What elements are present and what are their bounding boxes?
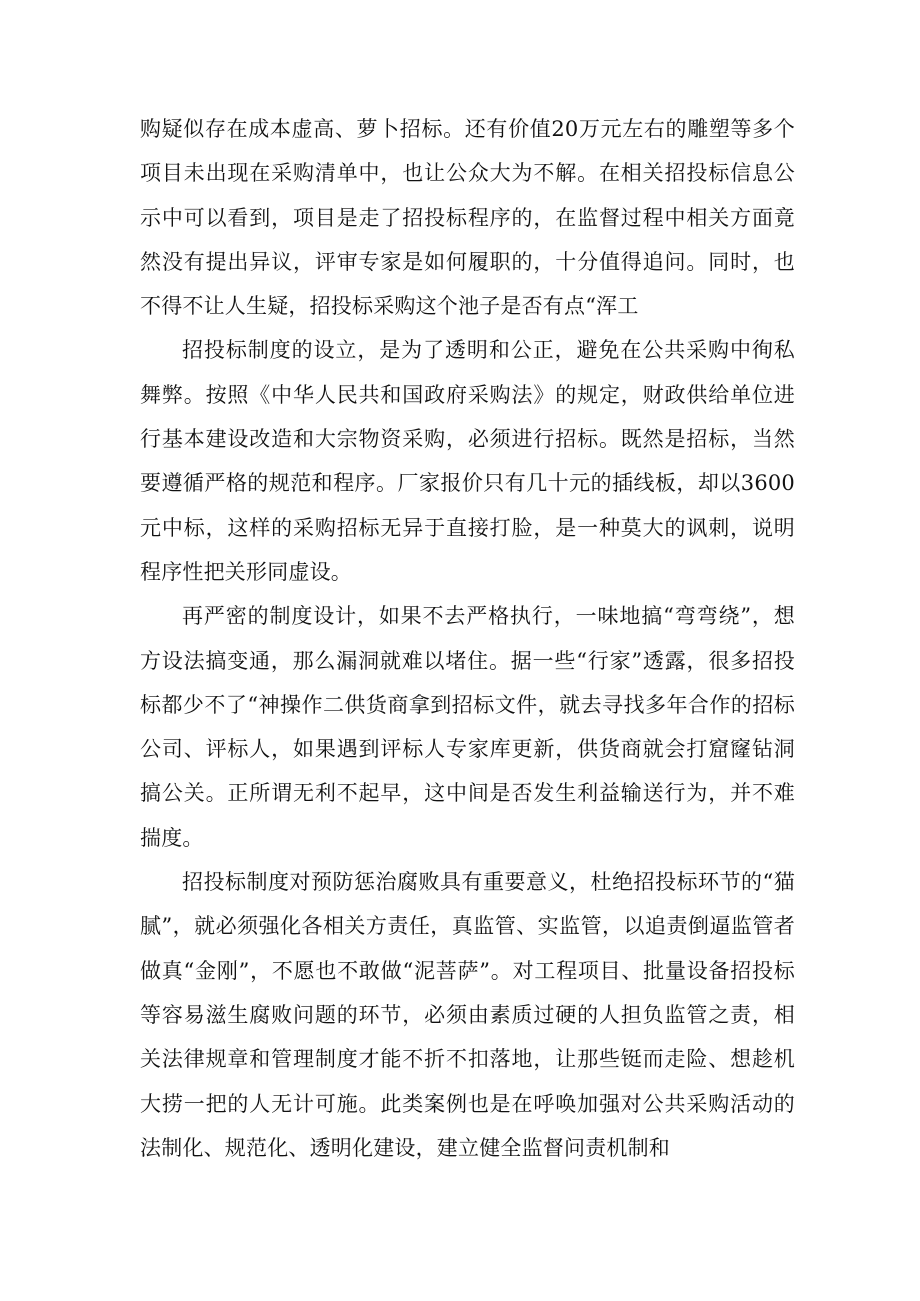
paragraph: 招投标制度对预防惩治腐败具有重要意义，杜绝招投标环节的“猫腻”，就必须强化各相关方责任，真监管、实监管，以追责倒逼监管者做真“金刚”，不愿也不敢做“泥菩萨”。对工程项目、批量设备招投标等容易滋生腐败问题的环节，必须由素质过硬的人担负监管之责，相关法律规章和管理制度才能不折不扣落地，让那些铤而走险、想趁机大捞一把的人无计可施。此类案例也是在呼唤加强对公共采购活动的法制化、规范化、透明化建设，建立健全监督问责机制和 xyxy=(140,870,795,1160)
paragraph: 再严密的制度设计，如果不去严格执行，一味地搞“弯弯绕”，想方设法搞变通，那么漏洞就难以堵住。据一些“行家”透露，很多招投标都少不了“神操作二供货商拿到招标文件，就去寻找多年合作的招标公司、评标人，如果遇到评标人专家库更新，供货商就会打窟窿钻洞搞公关。正所谓无利不起早，这中间是否发生利益输送行为，并不难揣度。 xyxy=(140,604,795,850)
paragraph-continued: 购疑似存在成本虚高、萝卜招标。还有价值20万元左右的雕塑等多个项目未出现在采购清单中，也让公众大为不解。在相关招投标信息公示中可以看到，项目是走了招投标程序的，在监督过程中相关方面竟然没有提出异议，评审专家是如何履职的，十分值得追问。同时，也不得不让人生疑，招投标采购这个池子是否有点“浑工 xyxy=(140,117,795,319)
article-body xyxy=(140,107,795,1170)
paragraph: 招投标制度的设立，是为了透明和公正，避免在公共采购中徇私舞弊。按照《中华人民共和国政府采购法》的规定，财政供给单位进行基本建设改造和大宗物资采购，必须进行招标。既然是招标，当然要遵循严格的规范和程序。厂家报价只有几十元的插线板，却以3600元中标，这样的采购招标无异于直接打脸，是一种莫大的讽刺，说明程序性把关形同虚设。 xyxy=(140,338,795,584)
